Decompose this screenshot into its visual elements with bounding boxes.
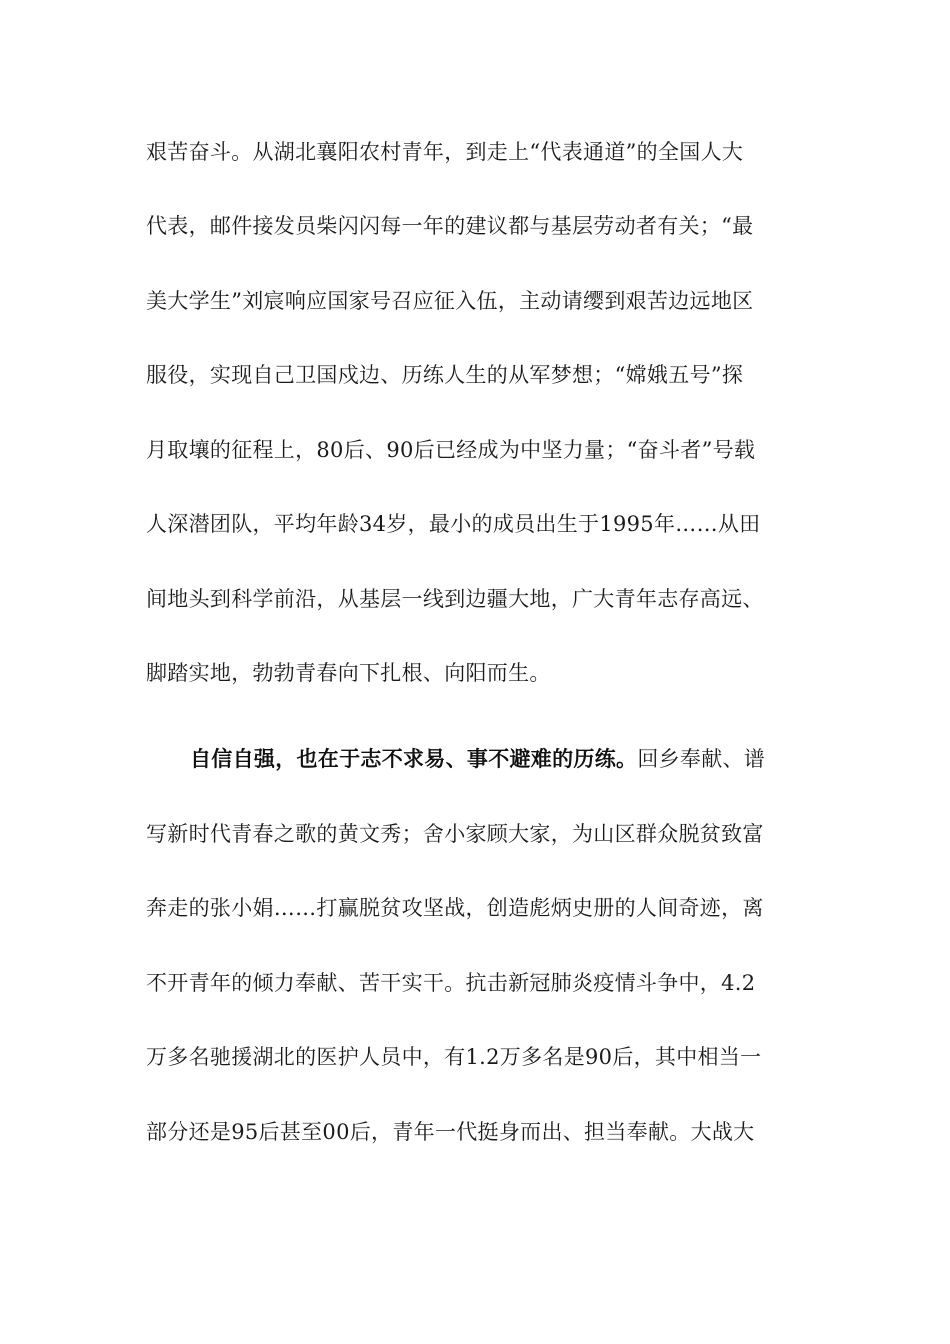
- bold-topic-sentence: 自信自强，也在于志不求易、事不避难的历练。: [190, 746, 638, 771]
- text-line: 月取壤的征程上，80后、90后已经成为中坚力量；“奋斗者”号载: [146, 438, 756, 462]
- text-line: 代表，邮件接发员柴闪闪每一年的建议都与基层劳动者有关；“最: [146, 214, 754, 238]
- text-line: 美大学生”刘宸响应国家号召应征入伍，主动请缨到艰苦边远地区: [146, 289, 754, 313]
- text-line: 间地头到科学前沿，从基层一线到边疆大地，广大青年志存高远、: [146, 587, 764, 611]
- text-line: 写新时代青春之歌的黄文秀；舍小家顾大家，为山区群众脱贫致富: [146, 822, 764, 846]
- text-line: 服役，实现自己卫国戍边、历练人生的从军梦想；“嫦娥五号”探: [146, 363, 744, 387]
- text-line: 奔走的张小娟……打赢脱贫攻坚战，创造彪炳史册的人间奇迹，离: [146, 896, 764, 920]
- text-line: 人深潜团队，平均年龄34岁，最小的成员出生于1995年……从田: [146, 512, 761, 536]
- text-line: 艰苦奋斗。从湖北襄阳农村青年，到走上“代表通道”的全国人大: [146, 140, 744, 164]
- text-line: 部分还是95后甚至00后，青年一代挺身而出、担当奉献。大战大: [146, 1120, 755, 1144]
- lead-line-rest: 回乡奉献、谱: [637, 747, 766, 771]
- text-line: 万多名驰援湖北的医护人员中，有1.2万多名是90后，其中相当一: [146, 1045, 762, 1069]
- paragraph-lead-line: [190, 745, 850, 773]
- text-line: 不开青年的倾力奉献、苦干实干。抗击新冠肺炎疫情斗争中，4.2: [146, 971, 756, 995]
- text-line: 脚踏实地，勃勃青春向下扎根、向阳而生。: [146, 661, 551, 685]
